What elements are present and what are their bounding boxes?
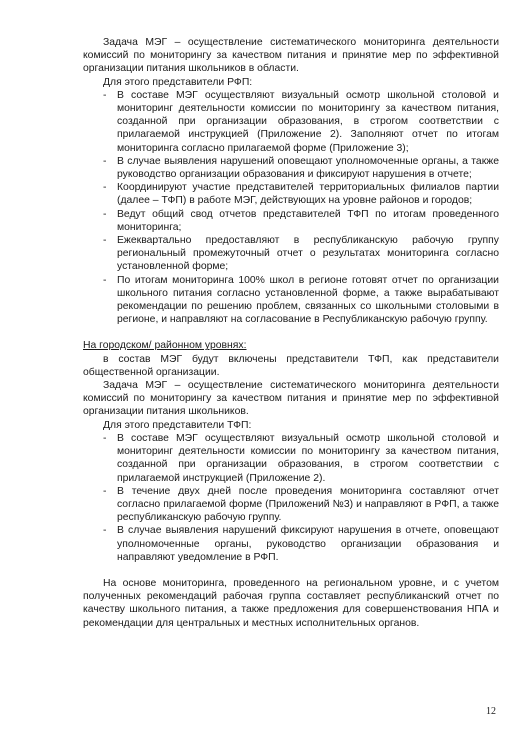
list-item: - Координируют участие представителей территориальных филиалов партии (далее – ТФП) в работе МЭГ, действующих на уровне районов и городов; xyxy=(103,182,499,207)
section2-task: Задача МЭГ – осуществление систематического мониторинга деятельности комиссий по мониторингу за качеством питания и принятие мер по эффективной организации питания школьников. xyxy=(83,380,499,418)
section1-intro: Для этого представители РФП: xyxy=(103,76,253,88)
list-item: - В составе МЭГ осуществляют визуальный осмотр школьной столовой и мониторинг деятельности комиссии по мониторингу за качеством питания, созданной при организации образования, в строгом соответствии с прилагаемой инструкцией (Приложение 2). xyxy=(103,432,499,484)
section2-lead: в состав МЭГ будут включены представители ТФП, как представители общественной организации. xyxy=(83,353,499,378)
list-item: - В составе МЭГ осуществляют визуальный осмотр школьной столовой и мониторинг деятельности комиссии по мониторингу за качеством питания, созданной при организации образования, в строгом соответствии с прилагаемой инструкцией (Приложение 2). Заполняют отчет по итогам мониторинга согласно прилагаемой форме (Приложение 3); xyxy=(103,89,499,154)
document-page xyxy=(83,36,499,630)
dash-marker: - xyxy=(103,235,107,247)
dash-marker: - xyxy=(103,525,107,537)
list-item: - Ведут общий свод отчетов представителей ТФП по итогам проведенного мониторинга; xyxy=(103,208,499,233)
dash-marker: - xyxy=(103,485,107,497)
list-item: - В случае выявления нарушений фиксируют нарушения в отчете, оповещают уполномоченные органы, руководство организации образования и направляют уведомление в РФП. xyxy=(103,525,499,563)
list-item: - В течение двух дней после проведения мониторинга составляют отчет согласно прилагаемой форме (Приложений №3) и направляют в РФП, а также республиканскую рабочую группу. xyxy=(103,485,499,524)
page-number: 12 xyxy=(486,706,496,717)
list-item: - Ежеквартально предоставляют в республиканскую рабочую группу региональный промежуточный отчет о результатах мониторинга согласно установленной форме; xyxy=(103,235,499,273)
dash-marker: - xyxy=(103,182,107,194)
list-item: - По итогам мониторинга 100% школ в регионе готовят отчет по организации школьного питания согласно установленной форме, а также вырабатывают рекомендации по решению проблем, связанных со школьными столовыми в регионе, и направляют на согласование в Республиканскую рабочую группу. xyxy=(103,274,499,326)
section1-task: Задача МЭГ – осуществление систематического мониторинга деятельности комиссий по мониторингу за качеством питания и принятие мер по эффективной организации питания школьников в области. xyxy=(83,37,499,75)
section2-intro: Для этого представители ТФП: xyxy=(103,419,252,431)
dash-marker: - xyxy=(103,208,107,220)
dash-marker: - xyxy=(103,89,107,101)
list-item: - В случае выявления нарушений оповещают уполномоченные органы, а также руководство организации образования и фиксируют нарушения в отчете; xyxy=(103,155,499,181)
section2-heading: На городском/ районном уровнях: xyxy=(83,340,247,352)
dash-marker: - xyxy=(103,432,107,444)
dash-marker: - xyxy=(103,274,107,286)
dash-marker: - xyxy=(103,155,107,167)
section1-list xyxy=(83,89,499,327)
section2-list xyxy=(83,432,499,564)
closing-paragraph: На основе мониторинга, проведенного на региональном уровне, и с учетом полученных рекомендаций рабочая группа составляет республиканский отчет по качеству школьного питания, а также предложения для совершенствования НПА и рекомендации для центральных и местных исполнительных органов. xyxy=(83,577,499,629)
